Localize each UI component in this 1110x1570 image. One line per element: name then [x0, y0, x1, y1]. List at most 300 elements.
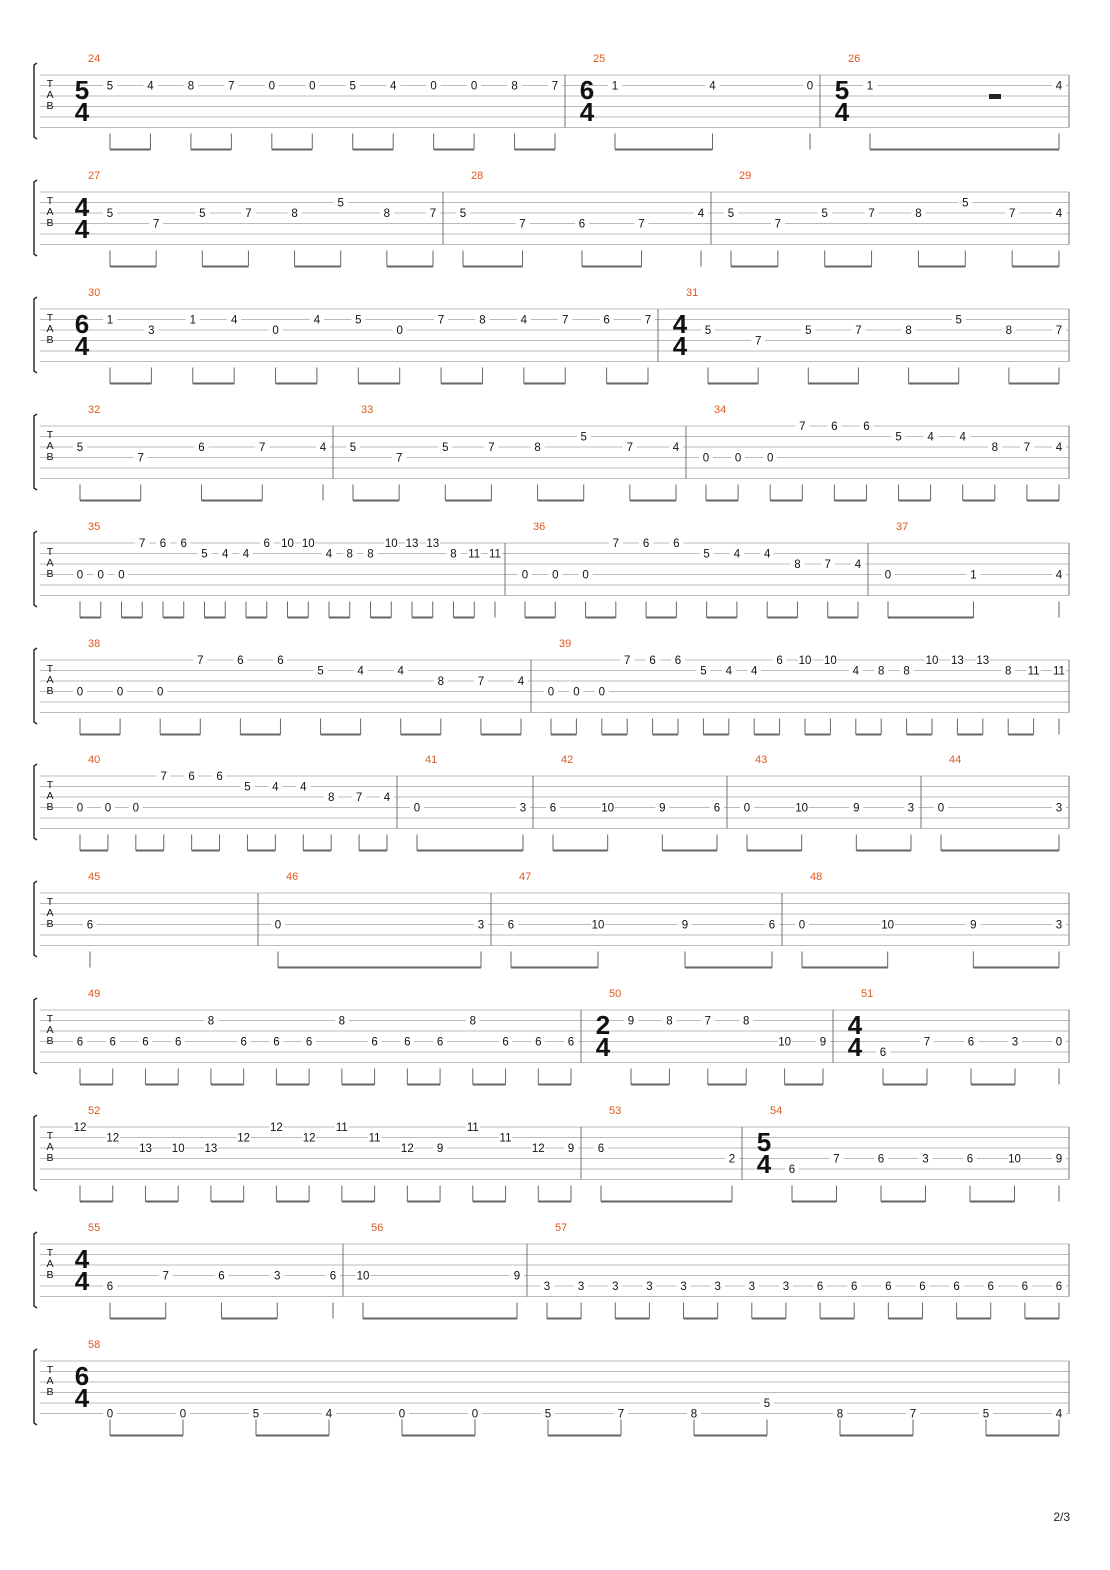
fret-number: 6	[305, 1036, 313, 1049]
fret-number: 6	[109, 1036, 116, 1049]
fret-number: 11	[489, 548, 501, 561]
fret-number: 6	[263, 538, 270, 550]
fret-number: 7	[228, 80, 235, 93]
fret-number: 8	[534, 442, 541, 454]
measure-number: 41	[425, 754, 438, 766]
half-rest	[989, 94, 1001, 99]
fret-number: 10	[925, 655, 939, 667]
fret-number: 0	[1055, 1036, 1063, 1049]
fret-number: 12	[400, 1143, 414, 1155]
tab-clef-letter: B	[46, 334, 54, 346]
time-signature-bottom: 4	[672, 331, 688, 361]
fret-number: 4	[325, 548, 333, 561]
fret-number: 0	[521, 569, 529, 582]
fret-number: 3	[577, 1281, 585, 1293]
time-signature-bottom: 4	[756, 1149, 772, 1179]
fret-number: 0	[104, 802, 112, 815]
tab-clef-letter: T	[46, 663, 54, 675]
fret-number: 11	[335, 1122, 348, 1134]
fret-number: 3	[274, 1270, 281, 1283]
fret-number: 8	[905, 325, 912, 337]
system-bracket	[34, 998, 37, 1074]
fret-number: 11	[466, 1122, 479, 1134]
fret-number: 5	[76, 442, 84, 454]
fret-number: 5	[106, 80, 114, 93]
fret-number: 5	[962, 197, 969, 210]
system-bracket	[34, 1349, 37, 1425]
fret-number: 3	[646, 1281, 653, 1293]
fret-number: 4	[709, 80, 716, 93]
fret-number: 7	[754, 335, 762, 348]
time-signature-top: 6	[74, 309, 90, 339]
fret-number: 4	[313, 314, 321, 327]
measure-number: 42	[561, 754, 574, 766]
fret-number: 3	[782, 1281, 790, 1293]
fret-number: 5	[349, 442, 357, 454]
fret-number: 0	[268, 80, 276, 93]
time-signature-bottom: 4	[847, 1032, 863, 1062]
fret-number: 8	[1005, 325, 1013, 337]
measure-number: 39	[559, 638, 572, 650]
fret-number: 12	[531, 1143, 545, 1155]
fret-number: 8	[207, 1015, 215, 1028]
system-bracket	[34, 180, 37, 256]
fret-number: 4	[147, 80, 154, 93]
fret-number: 4	[272, 781, 279, 794]
fret-number: 9	[436, 1143, 444, 1155]
time-signature-top: 6	[579, 75, 595, 105]
fret-number: 4	[1055, 442, 1063, 454]
fret-number: 7	[833, 1153, 840, 1166]
fret-number: 10	[171, 1143, 185, 1155]
fret-number: 5	[317, 665, 324, 678]
time-signature-top: 5	[74, 75, 90, 105]
fret-number: 6	[567, 1036, 575, 1049]
time-signature-top: 4	[74, 1244, 90, 1274]
system-bracket	[34, 764, 37, 840]
fret-number: 1	[106, 314, 114, 327]
measure-number: 29	[739, 170, 752, 182]
fret-number: 7	[245, 208, 252, 220]
system-bracket	[34, 1115, 37, 1191]
fret-number: 8	[794, 559, 801, 571]
measure-number: 48	[810, 871, 823, 883]
fret-number: 13	[139, 1143, 152, 1155]
fret-number: 5	[201, 548, 208, 561]
fret-number: 12	[302, 1132, 316, 1145]
fret-number: 8	[742, 1015, 750, 1028]
tab-clef-letter: A	[46, 440, 54, 452]
fret-number: 13	[405, 538, 419, 550]
fret-number: 4	[242, 548, 250, 561]
fret-number: 7	[704, 1015, 712, 1028]
fret-number: 10	[301, 538, 315, 550]
fret-number: 5	[349, 80, 356, 93]
fret-number: 10	[356, 1270, 370, 1283]
time-signature-top: 2	[595, 1010, 611, 1040]
measure-number: 26	[848, 53, 861, 65]
measure-number: 46	[286, 871, 299, 883]
fret-number: 8	[450, 548, 457, 561]
fret-number: 8	[383, 208, 391, 220]
fret-number: 0	[76, 686, 84, 699]
fret-number: 4	[725, 665, 733, 678]
fret-number: 0	[547, 686, 555, 699]
fret-number: 6	[987, 1281, 994, 1293]
measure-number: 50	[609, 988, 622, 1000]
time-signature-top: 4	[74, 192, 90, 222]
fret-number: 3	[907, 802, 915, 815]
fret-number: 5	[244, 781, 251, 794]
fret-number: 12	[270, 1122, 283, 1134]
fret-number: 8	[991, 442, 999, 454]
measure-number: 24	[88, 53, 101, 65]
fret-number: 8	[511, 80, 518, 93]
fret-number: 0	[573, 686, 580, 699]
fret-number: 6	[768, 919, 776, 932]
fret-number: 4	[319, 442, 327, 454]
fret-number: 0	[430, 80, 437, 93]
fret-number: 5	[106, 208, 114, 220]
tab-clef-letter: A	[46, 206, 54, 218]
fret-number: 4	[1055, 80, 1063, 93]
fret-number: 6	[535, 1036, 542, 1049]
tab-clef-letter: B	[46, 685, 54, 697]
fret-number: 6	[142, 1036, 149, 1049]
fret-number: 6	[816, 1281, 824, 1293]
fret-number: 4	[763, 548, 771, 561]
tab-clef-letter: T	[46, 1364, 54, 1376]
fret-number: 11	[368, 1132, 381, 1145]
fret-number: 0	[702, 452, 710, 465]
fret-number: 7	[477, 676, 485, 688]
fret-number: 6	[106, 1281, 114, 1293]
tab-clef-letter: A	[46, 674, 54, 686]
tab-clef-letter: A	[46, 557, 54, 569]
fret-number: 13	[976, 655, 990, 667]
fret-number: 5	[199, 208, 206, 220]
tab-clef-letter: T	[46, 312, 54, 324]
fret-number: 6	[831, 421, 838, 433]
fret-number: 11	[1053, 665, 1065, 678]
fret-number: 13	[426, 538, 440, 550]
measure-number: 32	[88, 404, 101, 416]
measure-number: 58	[88, 1339, 101, 1351]
fret-number: 5	[805, 325, 812, 337]
fret-number: 8	[346, 548, 353, 561]
fret-number: 0	[132, 802, 140, 815]
fret-number: 6	[507, 919, 515, 932]
fret-number: 6	[885, 1281, 892, 1293]
fret-number: 0	[97, 569, 104, 582]
fret-number: 13	[204, 1143, 218, 1155]
fret-number: 10	[384, 538, 398, 550]
fret-number: 6	[180, 538, 187, 550]
fret-number: 9	[1055, 1153, 1063, 1166]
fret-number: 11	[1027, 665, 1040, 678]
fret-number: 0	[766, 452, 774, 465]
fret-number: 8	[479, 314, 486, 327]
measure-number: 37	[896, 521, 909, 533]
tab-clef-letter: A	[46, 89, 54, 101]
fret-number: 4	[222, 548, 229, 561]
time-signature-top: 4	[672, 309, 688, 339]
fret-number: 6	[850, 1281, 858, 1293]
fret-number: 0	[413, 802, 421, 815]
fret-number: 6	[597, 1143, 605, 1155]
fret-number: 9	[819, 1036, 827, 1049]
fret-number: 0	[798, 919, 806, 932]
fret-number: 7	[488, 442, 495, 454]
fret-number: 6	[404, 1036, 411, 1049]
tab-clef-letter: A	[46, 907, 54, 919]
tab-clef-letter: A	[46, 790, 54, 802]
fret-number: 6	[502, 1036, 509, 1049]
fret-number: 7	[137, 452, 144, 465]
fret-number: 7	[519, 218, 526, 231]
fret-number: 7	[909, 1408, 917, 1421]
time-signature-top: 5	[756, 1127, 772, 1157]
system-bracket	[34, 297, 37, 373]
fret-number: 4	[389, 80, 397, 93]
fret-number: 4	[854, 559, 862, 571]
measure-number: 52	[88, 1105, 101, 1117]
time-signature-bottom: 4	[834, 97, 850, 127]
fret-number: 0	[179, 1408, 187, 1421]
fret-number: 7	[623, 655, 631, 667]
fret-number: 9	[853, 802, 860, 815]
fret-number: 0	[396, 325, 403, 337]
measure-number: 55	[88, 1222, 101, 1234]
fret-number: 8	[291, 208, 298, 220]
fret-number: 10	[798, 655, 812, 667]
tab-clef-letter: B	[46, 100, 54, 112]
fret-number: 7	[644, 314, 652, 327]
fret-number: 6	[788, 1164, 796, 1176]
fret-number: 9	[513, 1270, 521, 1283]
tab-clef-letter: B	[46, 918, 54, 930]
fret-number: 10	[281, 538, 294, 550]
measure-number: 28	[471, 170, 484, 182]
fret-number: 7	[774, 218, 782, 231]
measure-number: 27	[88, 170, 101, 182]
fret-number: 3	[1055, 802, 1063, 815]
fret-number: 7	[259, 442, 266, 454]
fret-number: 12	[237, 1132, 251, 1145]
fret-number: 8	[469, 1015, 477, 1028]
fret-number: 3	[922, 1153, 929, 1166]
fret-number: 6	[86, 919, 94, 932]
fret-number: 6	[218, 1270, 225, 1283]
tab-clef-letter: T	[46, 78, 54, 90]
fret-number: 3	[477, 919, 485, 932]
measure-number: 40	[88, 754, 101, 766]
time-signature-top: 4	[847, 1010, 863, 1040]
fret-number: 8	[915, 208, 922, 220]
fret-number: 6	[967, 1036, 975, 1049]
fret-number: 0	[106, 1408, 114, 1421]
fret-number: 8	[1004, 665, 1012, 678]
time-signature-bottom: 4	[74, 1383, 90, 1413]
fret-number: 10	[591, 919, 605, 932]
fret-number: 9	[567, 1143, 575, 1155]
fret-number: 5	[544, 1408, 552, 1421]
fret-number: 0	[274, 919, 282, 932]
fret-number: 7	[551, 80, 559, 93]
fret-number: 4	[357, 665, 364, 678]
fret-number: 3	[543, 1281, 551, 1293]
fret-number: 0	[552, 569, 559, 582]
tab-clef-letter: T	[46, 779, 54, 791]
fret-number: 2	[728, 1153, 736, 1166]
fret-number: 0	[470, 80, 478, 93]
system-bracket	[34, 414, 37, 490]
fret-number: 7	[197, 655, 204, 667]
fret-number: 1	[611, 80, 619, 93]
time-signature-bottom: 4	[74, 331, 90, 361]
fret-number: 6	[1055, 1281, 1063, 1293]
fret-number: 5	[700, 665, 707, 678]
system-bracket	[34, 63, 37, 139]
fret-number: 8	[836, 1408, 844, 1421]
fret-number: 7	[395, 452, 403, 465]
fret-number: 5	[580, 431, 587, 444]
fret-number: 4	[927, 431, 934, 444]
fret-number: 7	[1023, 442, 1031, 454]
fret-number: 0	[884, 569, 892, 582]
fret-number: 6	[371, 1036, 378, 1049]
fret-number: 6	[649, 655, 656, 667]
measure-number: 33	[361, 404, 374, 416]
tab-clef-letter: B	[46, 801, 54, 813]
tab-clef-letter: T	[46, 429, 54, 441]
fret-number: 10	[1008, 1153, 1021, 1166]
fret-number: 6	[159, 538, 167, 550]
fret-number: 6	[174, 1036, 182, 1049]
fret-number: 8	[437, 676, 445, 688]
fret-number: 0	[471, 1408, 479, 1421]
fret-number: 6	[919, 1281, 926, 1293]
fret-number: 4	[397, 665, 404, 678]
fret-number: 7	[1055, 325, 1063, 337]
fret-number: 6	[198, 442, 205, 454]
fret-number: 7	[162, 1270, 169, 1283]
fret-number: 9	[681, 919, 689, 932]
fret-number: 4	[733, 548, 741, 561]
fret-number: 4	[697, 208, 705, 220]
system-bracket	[34, 531, 37, 607]
fret-number: 0	[272, 325, 279, 337]
tab-clef-letter: T	[46, 546, 54, 558]
tab-clef-letter: T	[46, 1247, 54, 1259]
fret-number: 5	[727, 208, 735, 220]
fret-number: 4	[325, 1408, 333, 1421]
fret-number: 6	[879, 1047, 887, 1059]
tab-clef-letter: T	[46, 1130, 54, 1142]
measure-number: 43	[755, 754, 768, 766]
measure-number: 25	[593, 53, 606, 65]
time-signature-bottom: 4	[595, 1032, 611, 1062]
fret-number: 9	[659, 802, 666, 815]
fret-number: 5	[704, 325, 712, 337]
fret-number: 4	[383, 792, 391, 804]
fret-number: 3	[1011, 1036, 1019, 1049]
fret-number: 6	[642, 538, 650, 550]
system-bracket	[34, 881, 37, 957]
measure-number: 51	[861, 988, 874, 1000]
fret-number: 13	[951, 655, 964, 667]
fret-number: 7	[562, 314, 569, 327]
fret-number: 8	[903, 665, 910, 678]
fret-number: 4	[750, 665, 758, 678]
fret-number: 10	[824, 655, 837, 667]
fret-number: 0	[118, 569, 125, 582]
fret-number: 4	[672, 442, 680, 454]
fret-number: 12	[73, 1122, 87, 1134]
fret-number: 5	[442, 442, 449, 454]
system-bracket	[34, 1232, 37, 1308]
fret-number: 10	[881, 919, 895, 932]
fret-number: 6	[277, 655, 284, 667]
fret-number: 8	[666, 1015, 673, 1028]
time-signature-bottom: 4	[74, 1266, 90, 1296]
fret-number: 6	[603, 314, 610, 327]
tab-clef-letter: T	[46, 195, 54, 207]
tab-clef-letter: T	[46, 1013, 54, 1025]
time-signature-bottom: 4	[74, 97, 90, 127]
time-signature-bottom: 4	[74, 214, 90, 244]
time-signature-top: 5	[834, 75, 850, 105]
fret-number: 0	[116, 686, 124, 699]
fret-number: 6	[713, 802, 721, 815]
tab-clef-letter: B	[46, 1386, 54, 1398]
tab-clef-letter: A	[46, 1141, 54, 1153]
fret-number: 10	[601, 802, 615, 815]
fret-number: 7	[139, 538, 146, 550]
fret-number: 12	[106, 1132, 120, 1145]
fret-number: 6	[216, 771, 223, 783]
fret-number: 7	[855, 325, 862, 337]
measure-number: 49	[88, 988, 101, 1000]
fret-number: 0	[309, 80, 316, 93]
fret-number: 3	[1055, 919, 1063, 932]
tab-clef-letter: B	[46, 1152, 54, 1164]
fret-number: 4	[300, 781, 307, 794]
fret-number: 0	[806, 80, 814, 93]
fret-number: 0	[398, 1408, 406, 1421]
fret-number: 5	[459, 208, 467, 220]
fret-number: 3	[714, 1281, 721, 1293]
fret-number: 7	[799, 421, 806, 433]
fret-number: 5	[703, 548, 710, 561]
fret-number: 4	[1055, 569, 1063, 582]
fret-number: 5	[355, 314, 362, 327]
fret-number: 7	[824, 559, 831, 571]
fret-number: 1	[866, 80, 874, 93]
fret-number: 0	[156, 686, 164, 699]
tab-clef-letter: A	[46, 1258, 54, 1270]
fret-number: 6	[953, 1281, 960, 1293]
fret-number: 0	[76, 569, 84, 582]
fret-number: 6	[674, 655, 682, 667]
fret-number: 6	[549, 802, 557, 815]
fret-number: 7	[437, 314, 445, 327]
tab-clef-letter: B	[46, 1035, 54, 1047]
fret-number: 0	[743, 802, 751, 815]
fret-number: 4	[1055, 1408, 1063, 1421]
tab-clef-letter: A	[46, 1024, 54, 1036]
measure-number: 35	[88, 521, 101, 533]
